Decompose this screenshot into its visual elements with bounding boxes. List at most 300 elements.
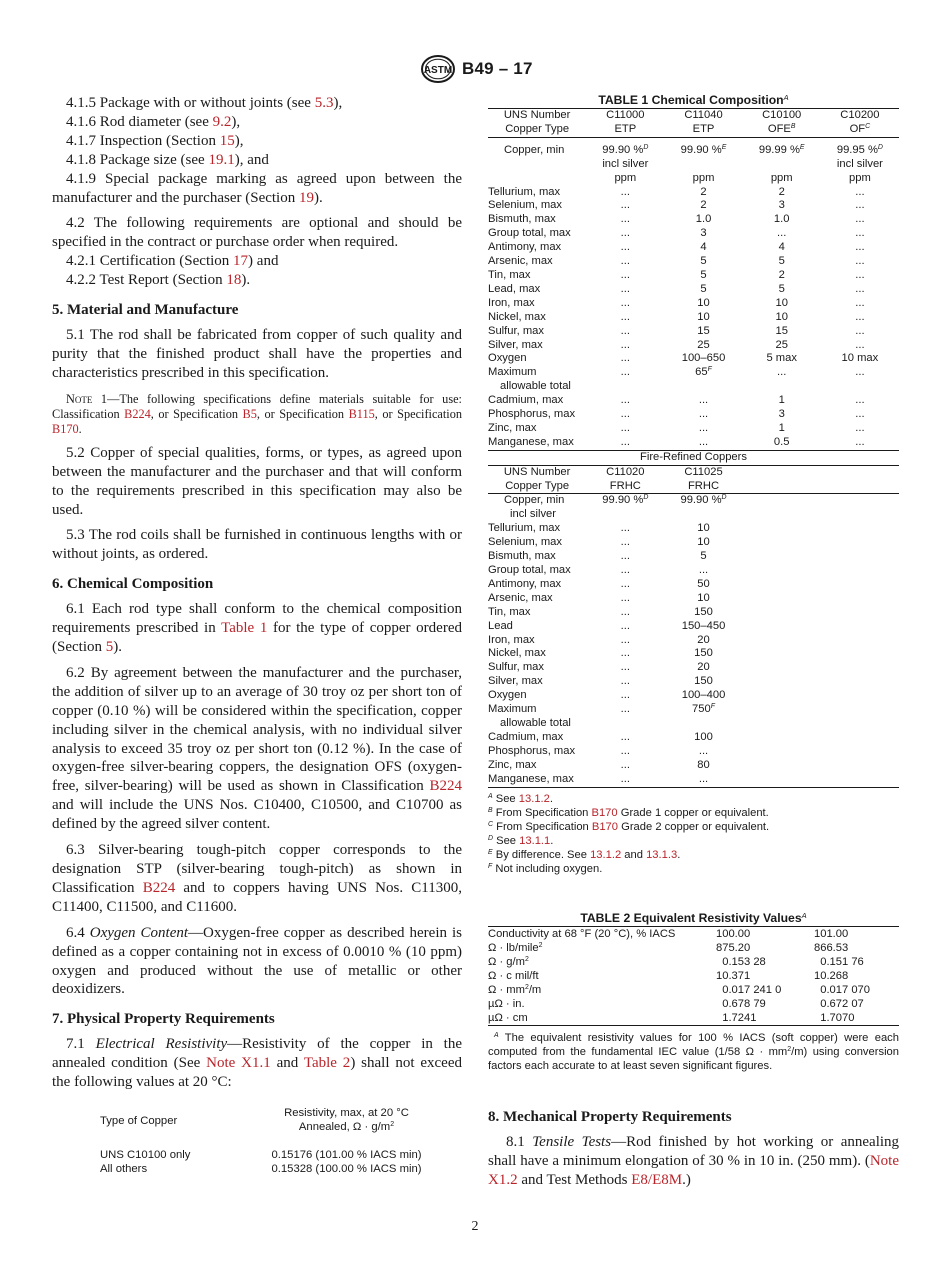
- ref-link[interactable]: B224: [124, 406, 151, 421]
- table-cell: ...: [698, 564, 709, 576]
- row-label: Phosphorus, max: [488, 744, 576, 757]
- table-row: [488, 661, 899, 675]
- ref-link[interactable]: 18: [226, 272, 242, 289]
- table-row: [488, 137, 899, 171]
- footnote: $^F$ Not including oxygen.: [488, 862, 603, 875]
- copper-type: UNS C10100 only: [100, 1149, 191, 1162]
- table-cell: ...: [698, 744, 709, 757]
- table-cell: ...: [855, 282, 865, 295]
- table-row: [488, 592, 899, 606]
- table-cell: 2: [778, 268, 785, 281]
- table-cell: ...: [855, 185, 865, 198]
- subtable-title: Fire-Refined Coppers: [640, 450, 747, 463]
- value-100-iacs: 0.153 28: [716, 955, 766, 968]
- table-cell: 3: [778, 199, 785, 212]
- table-cell: 5: [700, 268, 707, 281]
- table-cell: $750^F$: [692, 703, 715, 716]
- row-label: Arsenic, max: [488, 255, 553, 268]
- table-cell: ...: [698, 421, 709, 434]
- clause-6-2: 6.2 By agreement between the manufacturer and the purchaser, the addition of silver up to an average of 30 troy oz per short ton of copper (0.10 %) will be considered within the specification, copper including silver in the chemical analysis, with no individual silver analysis to exceed 35 troy oz per short ton (0.12 %). In the case of oxygen-free silver-bearing coppers, the designation OFS (oxygen-free, silver-bearing) will be used as shown in Classification B224 and will include the UNS Nos. C10400, C10500, and C10700 as defined by the agreed silver content.: [52, 664, 462, 833]
- table-cell: 15: [775, 324, 788, 337]
- ref-link[interactable]: B170: [52, 421, 79, 436]
- document-designation: B49 – 17: [462, 59, 533, 78]
- table-row: [488, 494, 899, 522]
- table-row: [488, 199, 899, 213]
- table-cell: ...: [620, 394, 630, 407]
- row-label: Cadmium, max: [488, 394, 564, 407]
- table-row: [488, 675, 899, 689]
- table-cell: 4: [778, 241, 785, 254]
- clause-6-4: 6.4 Oxygen Content—Oxygen-free copper as described herein is defined as a copper containing not in excess of 0.0010 % (10 ppm) oxygen and produced without the use of metallic or other deoxidizers.: [52, 924, 462, 998]
- clause-4-2: 4.2 The following requirements are optional and should be specified in the contract or purchase order when required.: [52, 215, 462, 251]
- table-cell: ...: [620, 213, 630, 226]
- row-label: Nickel, max: [488, 647, 546, 660]
- table-cell: 99.90 %$^D$ incl silver: [602, 143, 649, 170]
- res-head-value: Resistivity, max, at 20 °C Annealed, $\Omega \cdot g/m^2$: [284, 1107, 409, 1134]
- clause-list-item: 4.1.8 Package size (see 19.1), and: [66, 151, 269, 168]
- row-label: Lead, max: [488, 282, 541, 295]
- row-label: Iron, max: [488, 296, 535, 309]
- table-row: [488, 773, 899, 787]
- table-cell: 99.95 %$^D$ incl silver: [836, 143, 883, 170]
- value-101-iacs: 866.53: [814, 941, 849, 954]
- res-head-type: Type of Copper: [100, 1115, 178, 1128]
- column-header: C11020: [606, 465, 645, 478]
- table2-note: $^A$ The equivalent resistivity values for 100 % IACS (soft copper) were each computed from the fundamental IEC value (1/58 $\Omega \cdot mm^2/m$) using conversion factors each accurate to at least seven significant figures.: [488, 1031, 899, 1072]
- table-cell: 10: [697, 522, 710, 535]
- row-label: Antimony, max: [488, 577, 562, 590]
- table-cell: 99.90 %$^E$: [680, 143, 727, 156]
- footnote: $^B$ From Specification B170 Grade 1 copper or equivalent.: [488, 806, 769, 819]
- clause-4-2-2: 4.2.2 Test Report (Section 18).: [66, 272, 251, 289]
- table-cell: ...: [698, 394, 709, 407]
- unit-label: Ω · lb/mile$^2$: [488, 941, 543, 954]
- table-cell: ...: [620, 605, 630, 618]
- table-cell: 10: [697, 591, 710, 604]
- table-row: [488, 186, 899, 200]
- table-cell: 10: [697, 296, 710, 309]
- ref-link[interactable]: 13.1.3: [646, 848, 678, 861]
- footnote: $^A$ See 13.1.2.: [488, 792, 553, 805]
- row-label: Tellurium, max: [488, 185, 561, 198]
- table-cell: ...: [620, 633, 630, 646]
- table-cell: ppm: [770, 171, 793, 184]
- column-header: UNS Number: [503, 109, 571, 121]
- table-cell: ...: [620, 282, 630, 295]
- table-cell: 4: [700, 241, 707, 254]
- table-cell: ...: [855, 338, 865, 351]
- ref-link[interactable]: B5: [242, 406, 257, 421]
- row-label: Arsenic, max: [488, 591, 553, 604]
- unit-label: Ω · c mil/ft: [488, 969, 539, 982]
- table-cell: ...: [620, 703, 630, 716]
- value-101-iacs: 0.017 070: [814, 983, 870, 996]
- table-cell: 50: [697, 577, 710, 590]
- table-cell: 5: [700, 282, 707, 295]
- table-row: [488, 241, 899, 255]
- row-label: Group total, max: [488, 227, 571, 240]
- table-cell: ...: [620, 408, 630, 421]
- table-cell: ...: [855, 394, 865, 407]
- table-row: [66, 1162, 462, 1176]
- table-row: [488, 311, 899, 325]
- table-row: [488, 731, 899, 745]
- table-cell: ...: [620, 255, 630, 268]
- table-cell: ...: [855, 421, 865, 434]
- table-cell: ...: [620, 730, 630, 743]
- table-cell: 100–400: [681, 689, 726, 702]
- value-101-iacs: 0.672 07: [814, 997, 864, 1010]
- resistivity-value: 0.15176 (101.00 % IACS min): [271, 1149, 422, 1162]
- column-header: C10100: [762, 109, 802, 121]
- table-cell: ...: [620, 324, 630, 337]
- ref-link[interactable]: B224: [429, 778, 462, 795]
- table-cell: ...: [620, 550, 630, 563]
- table-cell: ...: [620, 296, 630, 309]
- row-label: Maximum allowable total: [488, 366, 571, 393]
- clause-4-1-9: 4.1.9 Special package marking as agreed upon between the manufacturer and the purchaser (Section 19).: [52, 170, 462, 206]
- table-cell: ...: [777, 366, 787, 379]
- value-100-iacs: 0.017 241 0: [716, 983, 782, 996]
- table-cell: ...: [855, 324, 865, 337]
- table-cell: 3: [700, 227, 707, 240]
- column-header: C11040: [684, 109, 723, 121]
- table-row: [488, 480, 899, 494]
- column-header: C11025: [684, 465, 723, 478]
- row-label: Maximum allowable total: [488, 703, 571, 729]
- table-row: [488, 745, 899, 759]
- table-row: [488, 997, 899, 1011]
- table-cell: 20: [697, 633, 710, 646]
- table-cell: ...: [855, 296, 865, 309]
- table2-caption: TABLE 2 Equivalent Resistivity Values$^A$: [580, 910, 807, 925]
- ref-link[interactable]: B170: [591, 820, 619, 833]
- row-label: Sulfur, max: [488, 324, 544, 337]
- svg-text:ASTM: ASTM: [423, 65, 453, 76]
- table-cell: ...: [620, 199, 630, 212]
- table-cell: ...: [620, 421, 630, 434]
- table-cell: 1: [778, 394, 785, 407]
- table1-caption: TABLE 1 Chemical Composition$^A$: [598, 92, 789, 107]
- table-cell: 100: [694, 730, 713, 743]
- column-header: ETP: [614, 122, 637, 135]
- clause-8-1: 8.1 Tensile Tests—Rod finished by hot working or annealing shall have a minimum elongation of 30 % in 10 in. (250 mm). (Note X1.2 and Test Methods E8/E8M.): [488, 1134, 900, 1188]
- unit-label: µΩ · cm: [488, 1011, 528, 1024]
- page-header: [0, 56, 950, 82]
- column-header: UNS Number: [503, 465, 571, 478]
- ref-link[interactable]: Table 1: [221, 620, 268, 637]
- section-heading-5: 5. Material and Manufacture: [52, 302, 239, 319]
- value-100-iacs: 875.20: [716, 941, 751, 954]
- table-row: [488, 109, 899, 123]
- page-number: 2: [471, 1219, 479, 1234]
- copper-type: All others: [100, 1163, 148, 1176]
- table-cell: ...: [698, 772, 709, 785]
- table-cell: 150: [694, 675, 713, 688]
- row-label: Oxygen: [488, 352, 527, 365]
- table-cell: ...: [620, 185, 630, 198]
- row-label: Copper, min: [504, 143, 565, 156]
- table2: [488, 910, 899, 1073]
- footnote: $^E$ By difference. See 13.1.2 and 13.1.3.: [488, 848, 681, 861]
- resistivity-value: 0.15328 (100.00 % IACS min): [271, 1163, 422, 1176]
- column-header: C10200: [840, 109, 880, 121]
- row-label: Phosphorus, max: [488, 408, 576, 421]
- table-cell: ...: [620, 536, 630, 549]
- ref-link[interactable]: B224: [142, 879, 176, 896]
- clause-5-1: 5.1 The rod shall be fabricated from copper of such quality and purity that the finished product shall have the properties and characteristics prescribed in this specification.: [52, 327, 462, 381]
- clause-4-2-1: 4.2.1 Certification (Section 17) and: [66, 253, 279, 270]
- table-cell: ppm: [849, 171, 871, 184]
- ref-link[interactable]: 13.1.2: [590, 848, 622, 861]
- table-cell: ...: [620, 744, 630, 757]
- table-cell: ...: [620, 661, 630, 674]
- column-header: ETP: [692, 122, 715, 135]
- table-cell: ...: [855, 227, 865, 240]
- table-row: [66, 1148, 462, 1162]
- resistivity-table: [66, 1106, 462, 1176]
- table-cell: ...: [698, 435, 709, 448]
- table-cell: 0.5: [773, 435, 790, 448]
- row-label: Selenium, max: [488, 536, 562, 549]
- table-cell: 25: [697, 338, 710, 351]
- section-heading-6: 6. Chemical Composition: [52, 576, 214, 593]
- column-header: $OFE^B$: [767, 122, 796, 135]
- table-cell: 15: [697, 324, 710, 337]
- ref-link[interactable]: 19: [298, 189, 314, 206]
- table-cell: 5: [700, 550, 707, 563]
- note-1: Note 1—The following specifications define materials suitable for use: Classification B224, or Specification B5, or Specification B115, or Specification B170.: [52, 391, 463, 436]
- ref-link[interactable]: Note X1.1: [206, 1055, 271, 1072]
- table-cell: ...: [620, 268, 630, 281]
- table-row: [488, 955, 899, 969]
- value-100-iacs: 1.7241: [716, 1011, 757, 1024]
- value-101-iacs: 0.151 76: [814, 955, 864, 968]
- table1-footnotes: [488, 792, 899, 876]
- row-label: Group total, max: [488, 564, 571, 576]
- row-label: Zinc, max: [488, 421, 537, 434]
- ref-link[interactable]: Table 2: [303, 1055, 351, 1072]
- table-cell: ...: [620, 564, 630, 576]
- table-row: [488, 759, 899, 773]
- value-101-iacs: 10.268: [814, 969, 849, 982]
- unit-label: Conductivity at 68 °F (20 °C), % IACS: [488, 927, 676, 940]
- table-cell: ...: [777, 227, 787, 240]
- table-cell: 150: [694, 647, 713, 660]
- table-cell: ...: [620, 675, 630, 688]
- table-cell: ...: [620, 577, 630, 590]
- table-cell: ...: [855, 241, 865, 254]
- table-cell: 10: [697, 310, 710, 323]
- table-row: [488, 352, 899, 366]
- table-row: [488, 325, 899, 339]
- table-row: [488, 255, 899, 269]
- table-cell: ...: [620, 591, 630, 604]
- table-row: [488, 926, 899, 941]
- table-row: [488, 422, 899, 436]
- value-101-iacs: 1.7070: [814, 1011, 855, 1024]
- table-row: [488, 408, 899, 422]
- table-cell: ...: [620, 338, 630, 351]
- table-row: [488, 536, 899, 550]
- table-cell: 2: [778, 185, 785, 198]
- unit-label: $\Omega \cdot mm^2/m$: [488, 983, 542, 996]
- table-cell: 1.0: [695, 213, 712, 226]
- table-cell: 99.90 %$^D$: [680, 494, 727, 507]
- table-cell: ...: [620, 352, 630, 365]
- column-header: Copper Type: [505, 122, 570, 135]
- table-cell: ...: [620, 366, 630, 379]
- table-row: [488, 941, 899, 955]
- table-cell: ...: [620, 647, 630, 660]
- row-label: Lead: [488, 619, 513, 632]
- table-row: [488, 550, 899, 564]
- table-row: [488, 339, 899, 353]
- section-8: [488, 1108, 899, 1190]
- table-row: [488, 703, 899, 731]
- column-header: $OF^C$: [849, 122, 871, 135]
- table-cell: 10: [697, 536, 710, 549]
- ref-link[interactable]: 5.3: [314, 95, 334, 111]
- row-label: Selenium, max: [488, 199, 562, 212]
- clause-7-1: 7.1 Electrical Resistivity—Resistivity of the copper in the annealed condition (See Note X1.1 and Table 2) shall not exceed the following values at 20 °C:: [52, 1036, 462, 1091]
- row-label: Silver, max: [488, 338, 543, 351]
- table-cell: ppm: [692, 171, 715, 184]
- table-row: [488, 450, 899, 465]
- section-heading-8: 8. Mechanical Property Requirements: [488, 1109, 732, 1125]
- column-header: FRHC: [687, 479, 720, 492]
- table-cell: 25: [775, 338, 788, 351]
- table-cell: ...: [855, 268, 865, 281]
- table-cell: 5: [778, 255, 785, 268]
- clause-6-1: 6.1 Each rod type shall conform to the chemical composition requirements prescribed in Table 1 for the type of copper ordered (Section 5).: [52, 601, 462, 656]
- table-cell: 3: [778, 408, 785, 421]
- table-cell: ...: [855, 366, 865, 379]
- table-cell: ...: [620, 758, 630, 771]
- clause-list-item: 4.1.7 Inspection (Section 15),: [66, 132, 244, 149]
- ref-link[interactable]: 17: [233, 253, 249, 270]
- column-header: FRHC: [609, 479, 641, 492]
- column-header: Copper Type: [505, 479, 570, 492]
- value-100-iacs: 100.00: [716, 927, 751, 940]
- table-cell: 5 max: [766, 352, 797, 365]
- row-label: Nickel, max: [488, 310, 546, 323]
- table-cell: 80: [697, 758, 710, 771]
- table-row: [488, 1011, 899, 1026]
- table-cell: ...: [855, 213, 865, 226]
- table-row: [488, 436, 899, 450]
- table-cell: ...: [855, 408, 865, 421]
- ref-link[interactable]: Note X1.2: [488, 1153, 899, 1188]
- table-cell: 150–450: [681, 619, 726, 632]
- ref-link[interactable]: 19.1: [208, 151, 235, 168]
- table-row: [488, 620, 899, 634]
- table-cell: 10: [775, 310, 788, 323]
- table-cell: 20: [697, 661, 710, 674]
- table-row: [488, 283, 899, 297]
- table-cell: 5: [700, 255, 707, 268]
- resistivity-values-table: [488, 926, 899, 1026]
- row-label: Tellurium, max: [488, 522, 561, 535]
- table-cell: 5: [778, 282, 785, 295]
- table-row: [488, 578, 899, 592]
- table-cell: ...: [698, 408, 709, 421]
- table-cell: 2: [700, 185, 707, 198]
- table-cell: ...: [855, 255, 865, 268]
- unit-label: µΩ · in.: [488, 997, 525, 1010]
- row-label: Tin, max: [488, 268, 531, 281]
- table-cell: ...: [620, 619, 630, 632]
- chemical-composition-table: [488, 108, 899, 788]
- ref-link[interactable]: 5: [105, 639, 114, 656]
- table-cell: 99.99 %$^E$: [758, 143, 805, 156]
- table-cell: ...: [620, 772, 630, 785]
- table-row: [488, 366, 899, 394]
- clause-list-item: 4.1.5 Package with or without joints (see 5.3),: [66, 95, 343, 111]
- ref-link[interactable]: 13.1.2: [518, 792, 550, 805]
- table-row: [488, 123, 899, 137]
- table-row: [488, 297, 899, 311]
- ref-link[interactable]: E8/E8M: [631, 1172, 683, 1188]
- row-label: Oxygen: [488, 689, 527, 702]
- table-row: [488, 647, 899, 661]
- value-101-iacs: 101.00: [814, 927, 849, 940]
- row-label: Manganese, max: [488, 435, 574, 448]
- table-cell: 99.90 %$^D$: [602, 494, 649, 507]
- table-row: [488, 269, 899, 283]
- row-label: Copper, min incl silver: [504, 494, 565, 521]
- table-row: [488, 394, 899, 408]
- row-label: Bismuth, max: [488, 550, 556, 563]
- ref-link[interactable]: 9.2: [212, 113, 232, 130]
- table-cell: ...: [855, 435, 865, 448]
- clause-list-item: 4.1.6 Rod diameter (see 9.2),: [66, 113, 241, 130]
- right-column: [488, 92, 899, 1073]
- unit-label: $\Omega \cdot g/m^2$: [488, 955, 529, 968]
- row-label: Cadmium, max: [488, 730, 564, 743]
- ref-link[interactable]: 15: [219, 132, 235, 149]
- ref-link[interactable]: 13.1.1: [519, 834, 551, 847]
- table-row: [488, 983, 899, 997]
- section-heading-7: 7. Physical Property Requirements: [52, 1011, 275, 1028]
- table-row: [488, 634, 899, 648]
- table-cell: 1: [778, 421, 785, 434]
- ref-link[interactable]: B115: [348, 406, 375, 421]
- row-label: Antimony, max: [488, 241, 562, 254]
- ref-link[interactable]: B170: [591, 806, 618, 819]
- table-row: [488, 213, 899, 227]
- table-cell: 10 max: [841, 352, 879, 365]
- row-label: Sulfur, max: [488, 661, 544, 674]
- clause-list-4-1: [52, 94, 462, 170]
- table-row: [488, 522, 899, 536]
- clause-5-2: 5.2 Copper of special qualities, forms, or types, as agreed upon between the manufacturer and the purchaser and that will conform to the requirements prescribed in this specification may also be used.: [52, 444, 462, 518]
- table-row: [488, 172, 899, 186]
- clause-6-3: 6.3 Silver-bearing tough-pitch copper corresponds to the designation STP (silver-bearing tough-pitch) as shown in Classification B224 and to coppers having UNS Nos. C11300, C11400, C11500, and C11600.: [52, 842, 462, 915]
- table-row: [488, 465, 899, 479]
- footnote: $^D$ See 13.1.1.: [488, 834, 554, 847]
- row-label: Bismuth, max: [488, 213, 556, 226]
- astm-logo-icon: [420, 54, 456, 84]
- table-cell: 10: [775, 296, 788, 309]
- table-cell: 1.0: [773, 213, 790, 226]
- table-cell: ...: [620, 310, 630, 323]
- table-cell: ...: [855, 199, 865, 212]
- table-cell: ...: [620, 689, 630, 702]
- table-row: [488, 564, 899, 578]
- table-cell: $65^F$: [695, 366, 712, 379]
- footnote: $^C$ From Specification B170 Grade 2 copper or equivalent.: [488, 820, 770, 833]
